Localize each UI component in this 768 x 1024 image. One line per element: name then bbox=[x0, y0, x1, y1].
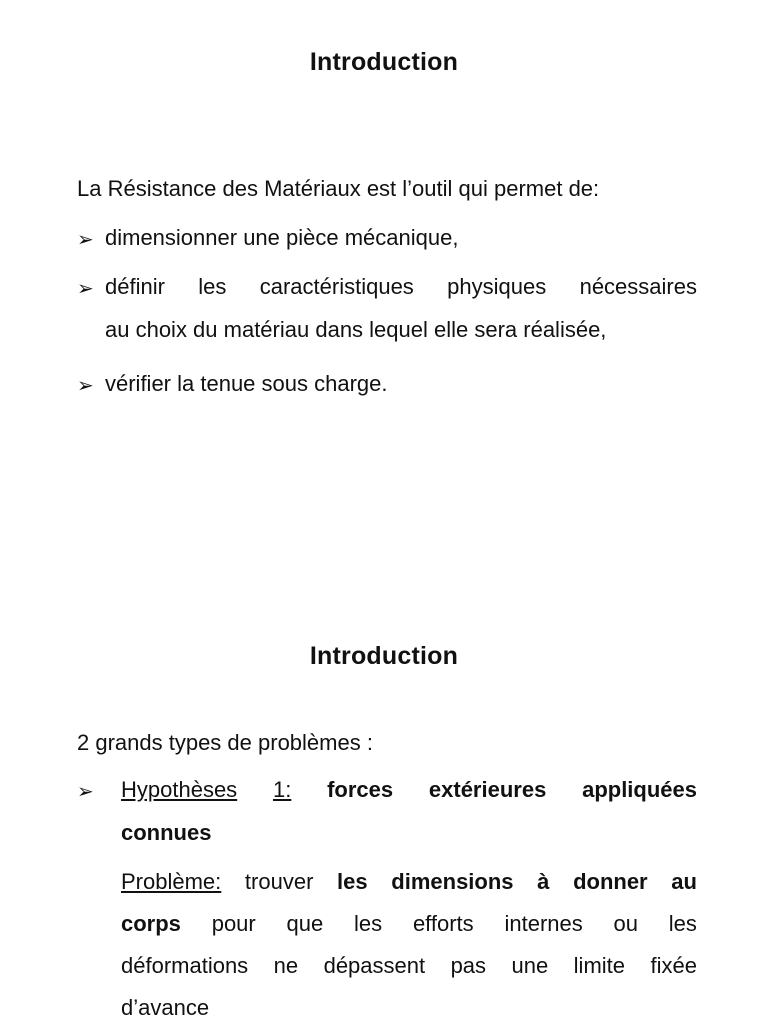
hypothesis-bold-word: forces bbox=[327, 777, 394, 802]
problem-line3 bbox=[121, 953, 697, 979]
bold-word: au bbox=[671, 869, 697, 894]
problem-line4: d’avance bbox=[121, 995, 210, 1020]
arrow-bullet-icon: ➢ bbox=[77, 229, 94, 251]
word: nécessaires bbox=[579, 274, 697, 299]
word: efforts bbox=[412, 911, 474, 936]
slide2-intro: 2 grands types de problèmes : bbox=[77, 730, 373, 755]
problem-line1 bbox=[121, 869, 697, 895]
word: que bbox=[286, 911, 324, 936]
bold-word: dimensions bbox=[391, 869, 514, 894]
word: internes bbox=[504, 911, 583, 936]
problem-label: Problème: bbox=[121, 869, 222, 894]
arrow-bullet-icon: ➢ bbox=[77, 781, 94, 803]
arrow-bullet-icon: ➢ bbox=[77, 375, 94, 397]
hypothesis-bold-word: appliquées bbox=[582, 777, 697, 802]
bold-word: donner bbox=[573, 869, 648, 894]
slide1-intro: La Résistance des Matériaux est l’outil qui permet de: bbox=[77, 176, 600, 201]
word: déformations bbox=[121, 953, 249, 978]
word: définir bbox=[105, 274, 165, 299]
slide1-item-verifier: vérifier la tenue sous charge. bbox=[105, 371, 388, 396]
problem-line2 bbox=[121, 911, 697, 937]
word: les bbox=[198, 274, 227, 299]
word: pas bbox=[450, 953, 487, 978]
word: ou bbox=[613, 911, 639, 936]
hypothesis-1-line1 bbox=[121, 777, 697, 803]
word: les bbox=[668, 911, 697, 936]
hypothesis-bold-word: extérieures bbox=[428, 777, 547, 802]
word: pour bbox=[211, 911, 256, 936]
hypothesis-1-line2: connues bbox=[121, 820, 212, 845]
word: trouver bbox=[244, 869, 314, 894]
slide2-title: Introduction bbox=[309, 642, 459, 670]
word: limite bbox=[573, 953, 626, 978]
arrow-bullet-icon: ➢ bbox=[77, 278, 94, 300]
slide1-item-definir-line1 bbox=[105, 274, 697, 300]
word: les bbox=[354, 911, 383, 936]
word: une bbox=[511, 953, 549, 978]
slide1-item-definir-line2: au choix du matériau dans lequel elle sera réalisée, bbox=[105, 317, 607, 342]
slide1-title: Introduction bbox=[309, 48, 459, 76]
bold-word: les bbox=[337, 869, 368, 894]
word: physiques bbox=[447, 274, 547, 299]
hypothesis-label-word: 1: bbox=[272, 777, 292, 802]
word: caractéristiques bbox=[259, 274, 414, 299]
slide1-item-dimensionner: dimensionner une pièce mécanique, bbox=[105, 225, 459, 250]
word: fixée bbox=[650, 953, 697, 978]
bold-word: corps bbox=[121, 911, 181, 936]
word: ne bbox=[273, 953, 299, 978]
bold-word: à bbox=[537, 869, 550, 894]
hypothesis-label-word: Hypothèses bbox=[121, 777, 238, 802]
word: dépassent bbox=[323, 953, 426, 978]
